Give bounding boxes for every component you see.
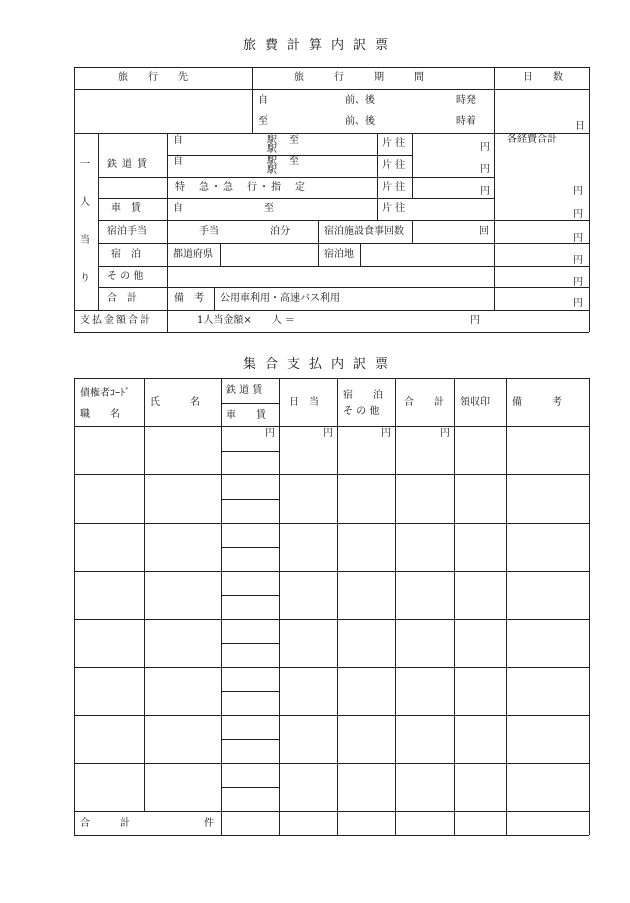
total-label: 合 計 bbox=[107, 293, 137, 304]
lodging-meal-label: 宿泊施設食事回数 bbox=[324, 226, 404, 237]
period-from-ampm: 前、後 bbox=[345, 95, 375, 106]
days-header: 日 数 bbox=[523, 72, 563, 83]
payment-total-label: 支払金額合計 bbox=[80, 315, 152, 326]
receipt-header: 領収印 bbox=[460, 397, 490, 408]
lodging-header: 宿 泊 bbox=[343, 390, 383, 401]
rail1-yen: 円 bbox=[480, 142, 490, 153]
daily-yen: 円 bbox=[323, 428, 333, 439]
period-from-label: 自 bbox=[258, 95, 268, 106]
footer-count-unit: 件 bbox=[204, 818, 214, 829]
period-to-suffix: 時着 bbox=[456, 116, 476, 127]
rail1-station-a: 駅 bbox=[267, 135, 277, 146]
lodging-pref: 都道府県 bbox=[173, 249, 213, 260]
lodging-allowance-label: 宿泊手当 bbox=[107, 226, 147, 237]
per-person-char-1: 一 bbox=[80, 159, 90, 170]
lodging-allowance-yen: 円 bbox=[573, 233, 583, 244]
other-header: そ の 他 bbox=[343, 406, 380, 417]
footer-total-label: 合 計 bbox=[80, 818, 130, 829]
remarks-header: 備 考 bbox=[512, 397, 562, 408]
lodging-allowance-unit2: 泊分 bbox=[270, 226, 290, 237]
expense-total-yen: 円 bbox=[573, 186, 583, 197]
rail1-to: 至 bbox=[289, 135, 299, 146]
lodging-meal-times: 回 bbox=[479, 226, 489, 237]
rail-fare-label: 鉄道賃 bbox=[107, 159, 152, 170]
rail2-station-b: 駅 bbox=[267, 165, 277, 176]
other-yen: 円 bbox=[573, 277, 583, 288]
lodging-yen: 円 bbox=[381, 428, 391, 439]
rail1-station-b: 駅 bbox=[267, 144, 277, 155]
daily-header: 日 当 bbox=[289, 397, 319, 408]
form1-title: 旅費計算内訳票 bbox=[243, 38, 398, 53]
car-header: 車 賃 bbox=[226, 410, 266, 421]
period-header: 旅 行 期 間 bbox=[294, 72, 424, 83]
lodging-place: 宿泊地 bbox=[324, 249, 354, 260]
lodging-yen: 円 bbox=[573, 255, 583, 266]
form2-title: 集合支払内訳票 bbox=[243, 357, 398, 372]
period-to-ampm: 前、後 bbox=[345, 116, 375, 127]
total-yen: 円 bbox=[440, 428, 450, 439]
other-label: そ の 他 bbox=[107, 271, 144, 282]
rail2-trip: 片 往 bbox=[382, 160, 406, 171]
expense-total-label: 各経費合計 bbox=[507, 134, 557, 145]
car-yen: 円 bbox=[573, 209, 583, 220]
car-to: 至 bbox=[264, 203, 274, 214]
car-fare-label: 車 賃 bbox=[111, 203, 141, 214]
rail3-trip: 片 往 bbox=[382, 182, 406, 193]
per-person-char-4: り bbox=[80, 273, 90, 284]
per-person-char-3: 当 bbox=[80, 235, 90, 246]
rail2-yen: 円 bbox=[480, 164, 490, 175]
total-yen: 円 bbox=[573, 298, 583, 309]
rail-header: 鉄 道 賃 bbox=[226, 385, 263, 396]
lodging-label: 宿 泊 bbox=[111, 249, 141, 260]
payment-formula: 1人当金額× 人 ＝ bbox=[197, 315, 295, 326]
period-to-label: 至 bbox=[258, 116, 268, 127]
period-from-suffix: 時発 bbox=[456, 95, 476, 106]
rail1-trip: 片 往 bbox=[382, 138, 406, 149]
creditor-code-header: 債権者ｺｰﾄﾞ bbox=[80, 388, 130, 399]
destination-header: 旅 行 先 bbox=[118, 72, 188, 83]
rail2-station-a: 駅 bbox=[267, 156, 277, 167]
days-unit: 日 bbox=[575, 121, 585, 132]
remarks-text: 公用車利用・高速バス利用 bbox=[220, 293, 340, 304]
rail2-from: 自 bbox=[173, 156, 183, 167]
rail3-yen: 円 bbox=[480, 186, 490, 197]
per-person-char-2: 人 bbox=[80, 197, 90, 208]
lodging-allowance-unit1: 手当 bbox=[199, 226, 219, 237]
name-header: 氏 名 bbox=[150, 397, 200, 408]
remarks-label: 備 考 bbox=[174, 293, 204, 304]
payment-yen: 円 bbox=[470, 315, 480, 326]
total-header: 合 計 bbox=[404, 397, 444, 408]
rail2-to: 至 bbox=[289, 156, 299, 167]
rail-yen: 円 bbox=[265, 428, 275, 439]
car-trip: 片 往 bbox=[382, 203, 406, 214]
car-from: 自 bbox=[173, 203, 183, 214]
rail3-express-text: 特 急・急 行・指 定 bbox=[175, 182, 307, 193]
rail1-from: 自 bbox=[173, 135, 183, 146]
position-header: 職 名 bbox=[80, 409, 120, 420]
